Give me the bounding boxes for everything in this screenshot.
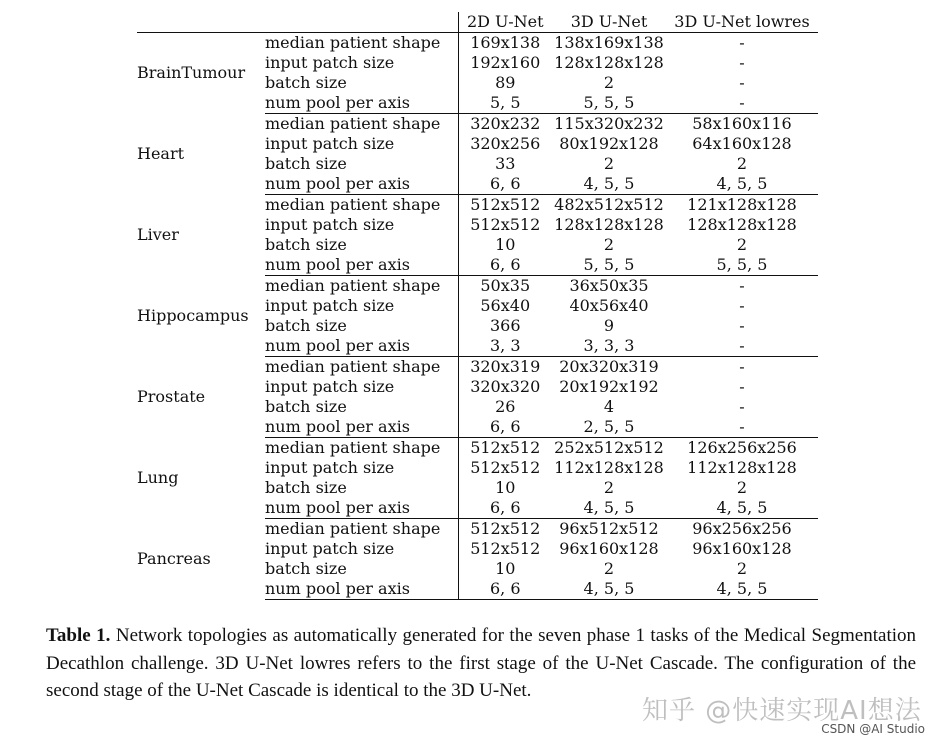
param-label: num pool per axis [265, 498, 458, 519]
value-2d-unet: 6, 6 [458, 498, 552, 519]
value-3d-unet: 96x512x512 [559, 519, 659, 538]
value-3d-unet-lowres: 2 [736, 559, 748, 578]
value-2d-unet: 6, 6 [458, 579, 552, 600]
value-2d-unet: 10 [458, 478, 552, 498]
param-label: num pool per axis [265, 93, 458, 114]
value-2d-unet: 512x512 [458, 539, 552, 559]
param-label: batch size [265, 397, 347, 416]
task-name: Pancreas [137, 549, 211, 568]
value-2d-unet: 512x512 [458, 215, 552, 235]
value-2d-unet: 512x512 [458, 438, 552, 459]
value-3d-unet: 80x192x128 [559, 134, 659, 153]
value-3d-unet-lowres: 2 [736, 478, 748, 497]
table-header-row [137, 12, 818, 33]
header-param [265, 12, 458, 33]
param-label: median patient shape [265, 519, 441, 538]
value-3d-unet-lowres: 4, 5, 5 [666, 174, 818, 195]
param-label: median patient shape [265, 114, 441, 133]
param-label: num pool per axis [265, 417, 458, 438]
param-label: median patient shape [265, 438, 441, 457]
value-3d-unet-lowres: 5, 5, 5 [666, 255, 818, 276]
value-2d-unet: 512x512 [458, 519, 552, 540]
param-label: batch size [265, 154, 347, 173]
table-row [137, 114, 818, 135]
task-name: Hippocampus [137, 306, 249, 325]
value-3d-unet-lowres: - [739, 377, 745, 396]
value-3d-unet-lowres: - [666, 93, 818, 114]
value-3d-unet: 482x512x512 [554, 195, 664, 214]
table-body [137, 33, 818, 600]
value-2d-unet: 10 [458, 559, 552, 579]
value-3d-unet: 3, 3, 3 [552, 336, 666, 357]
value-2d-unet: 6, 6 [458, 174, 552, 195]
param-label: median patient shape [265, 357, 441, 376]
caption-text: Network topologies as automatically generated for the seven phase 1 tasks of the Medical Segmentation Decathlon challenge. 3D U-Net lowres refers to the first stage of the U-Net Cascade. The configuration of the second stage of the U-Net Cascade is identical to the 3D U-Net. [46, 625, 916, 701]
value-3d-unet: 5, 5, 5 [552, 93, 666, 114]
value-3d-unet: 2 [603, 478, 615, 497]
value-2d-unet: 320x319 [458, 357, 552, 378]
value-2d-unet: 192x160 [458, 53, 552, 73]
value-3d-unet-lowres: - [739, 357, 745, 376]
value-3d-unet: 4, 5, 5 [552, 579, 666, 600]
value-3d-unet-lowres: 96x256x256 [692, 519, 792, 538]
topology-table [137, 12, 818, 600]
task-name: Liver [137, 225, 179, 244]
value-3d-unet: 2 [603, 559, 615, 578]
value-3d-unet: 112x128x128 [554, 458, 664, 477]
value-3d-unet-lowres: 126x256x256 [687, 438, 797, 457]
value-3d-unet: 128x128x128 [554, 215, 664, 234]
value-3d-unet: 2 [603, 154, 615, 173]
value-2d-unet: 10 [458, 235, 552, 255]
param-label: median patient shape [265, 195, 441, 214]
topology-table-container [137, 12, 818, 600]
value-3d-unet: 2 [603, 73, 615, 92]
table-row [137, 33, 818, 54]
param-label: num pool per axis [265, 579, 458, 600]
param-label: input patch size [265, 377, 395, 396]
caption-label: Table 1. [46, 625, 111, 646]
param-label: num pool per axis [265, 255, 458, 276]
value-3d-unet: 2 [603, 235, 615, 254]
value-2d-unet: 6, 6 [458, 255, 552, 276]
value-2d-unet: 512x512 [458, 195, 552, 216]
table-row [137, 276, 818, 297]
value-3d-unet-lowres: 2 [736, 154, 748, 173]
param-label: num pool per axis [265, 336, 458, 357]
param-label: input patch size [265, 458, 395, 477]
param-label: batch size [265, 73, 347, 92]
table-row [137, 519, 818, 540]
value-3d-unet: 40x56x40 [569, 296, 649, 315]
param-label: num pool per axis [265, 174, 458, 195]
value-3d-unet-lowres: - [739, 316, 745, 335]
value-2d-unet: 512x512 [458, 458, 552, 478]
table-row [137, 438, 818, 459]
value-3d-unet: 4 [603, 397, 615, 416]
value-3d-unet: 4, 5, 5 [552, 498, 666, 519]
param-label: batch size [265, 559, 347, 578]
value-2d-unet: 5, 5 [458, 93, 552, 114]
header-2d-unet: 2D U-Net [458, 12, 552, 33]
value-3d-unet-lowres: - [739, 33, 745, 52]
value-3d-unet-lowres: - [739, 276, 745, 295]
param-label: batch size [265, 478, 347, 497]
value-3d-unet: 115x320x232 [554, 114, 664, 133]
value-3d-unet: 20x320x319 [559, 357, 659, 376]
param-label: median patient shape [265, 276, 441, 295]
value-3d-unet: 138x169x138 [554, 33, 664, 52]
header-task [137, 12, 265, 33]
task-name: Lung [137, 468, 179, 487]
value-3d-unet: 96x160x128 [559, 539, 659, 558]
value-3d-unet: 252x512x512 [554, 438, 664, 457]
value-3d-unet: 4, 5, 5 [552, 174, 666, 195]
value-3d-unet-lowres: 121x128x128 [687, 195, 797, 214]
value-3d-unet-lowres: - [666, 336, 818, 357]
value-3d-unet-lowres: 64x160x128 [692, 134, 792, 153]
task-name: Prostate [137, 387, 206, 406]
param-label: batch size [265, 235, 347, 254]
value-2d-unet: 366 [458, 316, 552, 336]
param-label: input patch size [265, 215, 395, 234]
task-name: Heart [137, 144, 185, 163]
param-label: input patch size [265, 53, 395, 72]
value-3d-unet-lowres: 112x128x128 [687, 458, 797, 477]
value-2d-unet: 33 [458, 154, 552, 174]
value-2d-unet: 169x138 [458, 33, 552, 54]
value-2d-unet: 3, 3 [458, 336, 552, 357]
value-3d-unet-lowres: - [739, 397, 745, 416]
zhihu-watermark: 知乎 @快速实现AI想法 [642, 696, 922, 726]
param-label: input patch size [265, 134, 395, 153]
value-2d-unet: 6, 6 [458, 417, 552, 438]
value-3d-unet-lowres: 58x160x116 [692, 114, 792, 133]
value-3d-unet: 20x192x192 [559, 377, 659, 396]
csdn-credit: CSDN @AI Studio [821, 722, 925, 736]
value-3d-unet: 9 [603, 316, 615, 335]
task-name: BrainTumour [137, 63, 246, 83]
value-3d-unet-lowres: - [739, 53, 745, 72]
param-label: median patient shape [265, 33, 441, 52]
value-3d-unet-lowres: 4, 5, 5 [666, 498, 818, 519]
value-3d-unet-lowres: 2 [736, 235, 748, 254]
value-3d-unet: 2, 5, 5 [552, 417, 666, 438]
value-3d-unet-lowres: - [739, 296, 745, 315]
value-3d-unet: 5, 5, 5 [552, 255, 666, 276]
value-2d-unet: 89 [458, 73, 552, 93]
value-2d-unet: 56x40 [458, 296, 552, 316]
value-2d-unet: 50x35 [458, 276, 552, 297]
value-3d-unet: 36x50x35 [569, 276, 649, 295]
value-3d-unet-lowres: - [739, 73, 745, 92]
value-3d-unet-lowres: 128x128x128 [687, 215, 797, 234]
value-2d-unet: 320x320 [458, 377, 552, 397]
param-label: input patch size [265, 539, 395, 558]
value-2d-unet: 320x256 [458, 134, 552, 154]
value-3d-unet-lowres: 96x160x128 [692, 539, 792, 558]
header-3d-unet: 3D U-Net [552, 12, 666, 33]
value-2d-unet: 26 [458, 397, 552, 417]
header-3d-unet-lowres: 3D U-Net lowres [666, 12, 818, 33]
table-row [137, 357, 818, 378]
table-row [137, 195, 818, 216]
value-3d-unet: 128x128x128 [554, 53, 664, 72]
param-label: input patch size [265, 296, 395, 315]
value-3d-unet-lowres: 4, 5, 5 [666, 579, 818, 600]
param-label: batch size [265, 316, 347, 335]
value-3d-unet-lowres: - [666, 417, 818, 438]
value-2d-unet: 320x232 [458, 114, 552, 135]
